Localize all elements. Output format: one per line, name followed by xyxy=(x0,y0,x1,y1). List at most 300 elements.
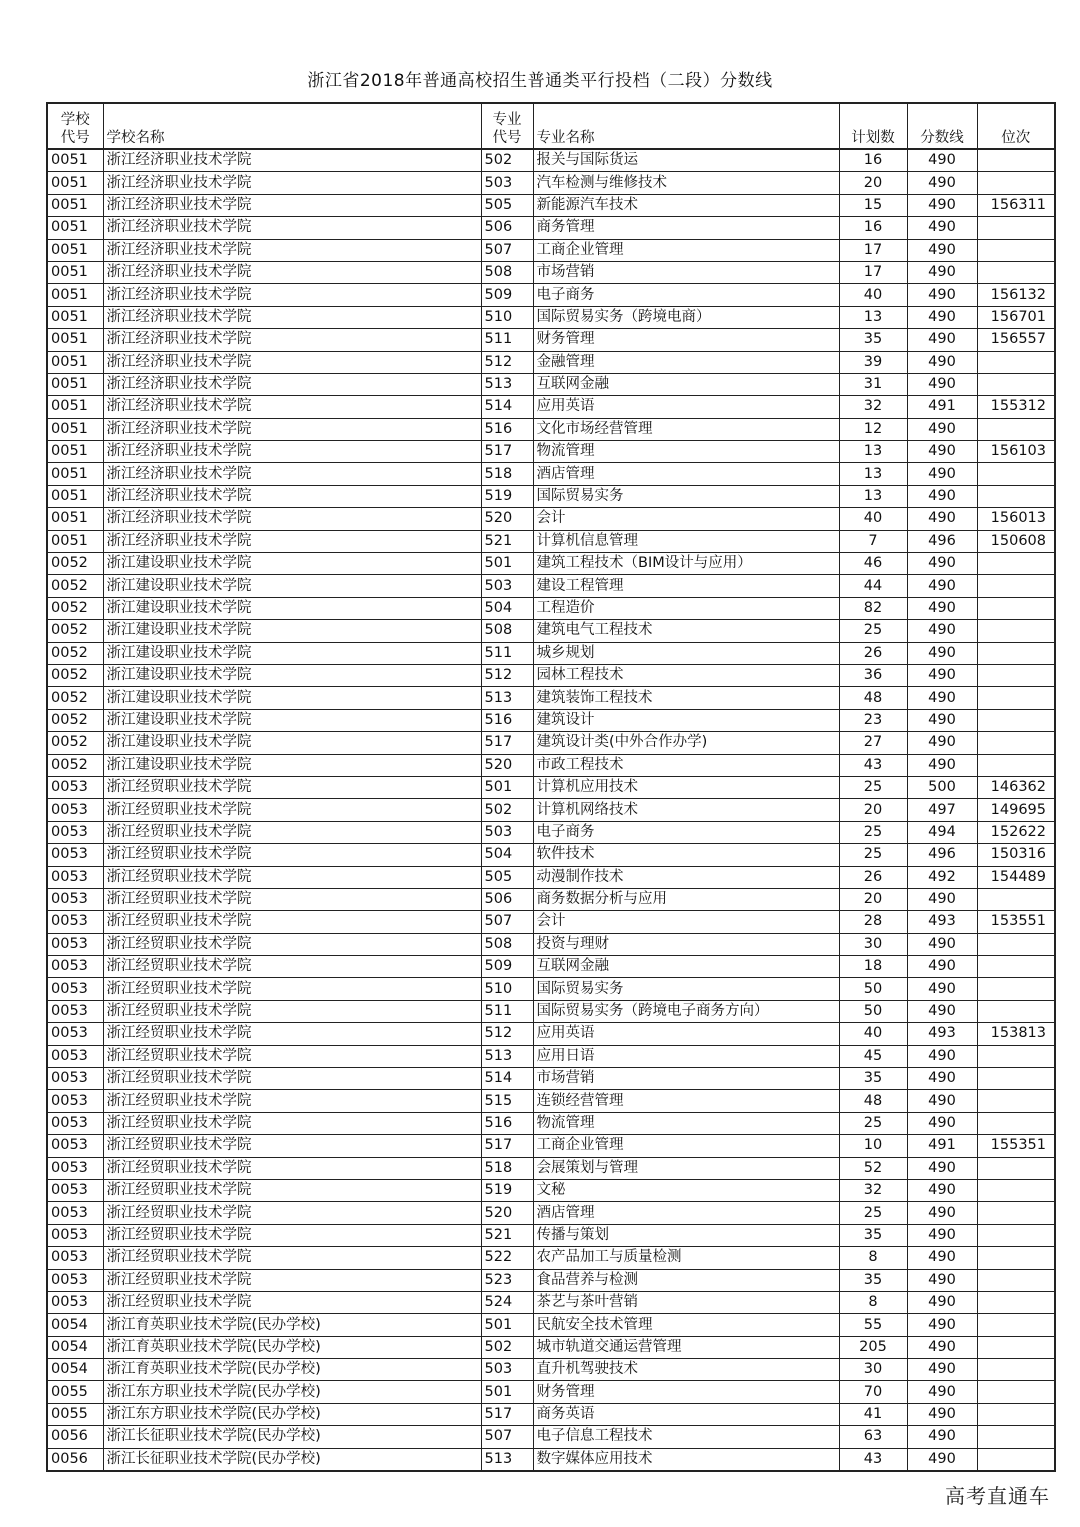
cell-score: 490 xyxy=(907,329,977,351)
cell-school-code: 0052 xyxy=(47,575,103,597)
cell-school-name: 浙江经贸职业技术学院 xyxy=(103,821,481,843)
cell-score: 490 xyxy=(907,1291,977,1313)
cell-major-name: 酒店管理 xyxy=(533,1202,839,1224)
cell-plan: 55 xyxy=(839,1314,907,1336)
cell-major-code: 516 xyxy=(481,1112,533,1134)
table-row xyxy=(47,1090,1055,1112)
cell-school-name: 浙江经贸职业技术学院 xyxy=(103,1291,481,1313)
cell-score: 490 xyxy=(907,217,977,239)
cell-major-name: 直升机驾驶技术 xyxy=(533,1359,839,1381)
cell-major-code: 517 xyxy=(481,732,533,754)
cell-plan: 25 xyxy=(839,844,907,866)
cell-score: 490 xyxy=(907,1381,977,1403)
cell-major-name: 城乡规划 xyxy=(533,642,839,664)
cell-rank xyxy=(977,956,1055,978)
cell-major-code: 503 xyxy=(481,172,533,194)
cell-plan: 8 xyxy=(839,1291,907,1313)
table-row xyxy=(47,956,1055,978)
table-row xyxy=(47,933,1055,955)
cell-score: 490 xyxy=(907,172,977,194)
cell-school-name: 浙江经济职业技术学院 xyxy=(103,284,481,306)
table-row xyxy=(47,553,1055,575)
cell-plan: 40 xyxy=(839,284,907,306)
cell-school-code: 0053 xyxy=(47,1157,103,1179)
cell-plan: 25 xyxy=(839,821,907,843)
cell-score: 490 xyxy=(907,888,977,910)
cell-major-code: 508 xyxy=(481,261,533,283)
cell-major-name: 应用英语 xyxy=(533,396,839,418)
cell-major-name: 物流管理 xyxy=(533,441,839,463)
cell-school-name: 浙江经济职业技术学院 xyxy=(103,418,481,440)
cell-score: 490 xyxy=(907,1314,977,1336)
cell-rank xyxy=(977,1157,1055,1179)
cell-plan: 41 xyxy=(839,1403,907,1425)
cell-major-code: 519 xyxy=(481,485,533,507)
cell-school-code: 0051 xyxy=(47,329,103,351)
cell-school-name: 浙江经济职业技术学院 xyxy=(103,508,481,530)
cell-rank: 150316 xyxy=(977,844,1055,866)
cell-school-code: 0054 xyxy=(47,1314,103,1336)
cell-plan: 36 xyxy=(839,664,907,686)
cell-major-code: 511 xyxy=(481,1000,533,1022)
cell-major-name: 互联网金融 xyxy=(533,373,839,395)
cell-rank xyxy=(977,1000,1055,1022)
cell-school-name: 浙江建设职业技术学院 xyxy=(103,597,481,619)
cell-major-code: 520 xyxy=(481,754,533,776)
cell-school-name: 浙江经济职业技术学院 xyxy=(103,239,481,261)
cell-major-code: 518 xyxy=(481,463,533,485)
header-school-code xyxy=(47,103,103,149)
table-row xyxy=(47,373,1055,395)
cell-plan: 70 xyxy=(839,1381,907,1403)
table-row xyxy=(47,709,1055,731)
cell-major-code: 510 xyxy=(481,978,533,1000)
cell-school-name: 浙江建设职业技术学院 xyxy=(103,620,481,642)
table-row xyxy=(47,1202,1055,1224)
cell-school-name: 浙江东方职业技术学院(民办学校) xyxy=(103,1381,481,1403)
cell-school-name: 浙江经贸职业技术学院 xyxy=(103,799,481,821)
cell-plan: 63 xyxy=(839,1426,907,1448)
cell-rank xyxy=(977,217,1055,239)
cell-plan: 25 xyxy=(839,620,907,642)
cell-score: 490 xyxy=(907,1000,977,1022)
cell-rank xyxy=(977,1112,1055,1134)
cell-major-name: 互联网金融 xyxy=(533,956,839,978)
cell-major-code: 517 xyxy=(481,441,533,463)
cell-plan: 13 xyxy=(839,485,907,507)
cell-rank xyxy=(977,1403,1055,1425)
cell-rank: 156311 xyxy=(977,194,1055,216)
cell-major-name: 应用日语 xyxy=(533,1045,839,1067)
cell-major-code: 517 xyxy=(481,1135,533,1157)
cell-school-code: 0053 xyxy=(47,866,103,888)
cell-major-code: 512 xyxy=(481,1023,533,1045)
cell-school-code: 0053 xyxy=(47,1000,103,1022)
cell-plan: 10 xyxy=(839,1135,907,1157)
cell-major-name: 国际贸易实务 xyxy=(533,978,839,1000)
cell-rank xyxy=(977,1269,1055,1291)
cell-score: 500 xyxy=(907,776,977,798)
cell-school-name: 浙江经济职业技术学院 xyxy=(103,373,481,395)
cell-score: 490 xyxy=(907,1157,977,1179)
cell-score: 490 xyxy=(907,463,977,485)
cell-plan: 39 xyxy=(839,351,907,373)
cell-score: 490 xyxy=(907,575,977,597)
cell-rank xyxy=(977,1336,1055,1358)
cell-score: 490 xyxy=(907,1068,977,1090)
cell-rank xyxy=(977,933,1055,955)
cell-score: 490 xyxy=(907,597,977,619)
table-row xyxy=(47,463,1055,485)
cell-school-name: 浙江经济职业技术学院 xyxy=(103,217,481,239)
cell-school-name: 浙江经贸职业技术学院 xyxy=(103,1247,481,1269)
cell-school-code: 0053 xyxy=(47,956,103,978)
table-row xyxy=(47,1224,1055,1246)
table-row xyxy=(47,418,1055,440)
cell-major-name: 传播与策划 xyxy=(533,1224,839,1246)
cell-major-code: 520 xyxy=(481,508,533,530)
cell-major-name: 动漫制作技术 xyxy=(533,866,839,888)
table-row xyxy=(47,1023,1055,1045)
cell-school-code: 0051 xyxy=(47,239,103,261)
table-row xyxy=(47,508,1055,530)
cell-plan: 13 xyxy=(839,463,907,485)
cell-major-code: 508 xyxy=(481,933,533,955)
table-header-row xyxy=(47,103,1055,149)
table-row xyxy=(47,485,1055,507)
cell-school-name: 浙江建设职业技术学院 xyxy=(103,687,481,709)
cell-major-name: 国际贸易实务（跨境电子商务方向） xyxy=(533,1000,839,1022)
cell-score: 490 xyxy=(907,1269,977,1291)
cell-school-code: 0053 xyxy=(47,844,103,866)
cell-score: 490 xyxy=(907,1403,977,1425)
cell-rank xyxy=(977,978,1055,1000)
cell-plan: 205 xyxy=(839,1336,907,1358)
table-row xyxy=(47,799,1055,821)
cell-plan: 16 xyxy=(839,149,907,172)
cell-major-code: 505 xyxy=(481,194,533,216)
cell-school-name: 浙江经贸职业技术学院 xyxy=(103,978,481,1000)
cell-score: 490 xyxy=(907,1448,977,1471)
cell-school-code: 0051 xyxy=(47,194,103,216)
cell-plan: 45 xyxy=(839,1045,907,1067)
cell-plan: 48 xyxy=(839,1090,907,1112)
cell-school-name: 浙江经济职业技术学院 xyxy=(103,485,481,507)
table-row xyxy=(47,844,1055,866)
cell-major-name: 建筑设计 xyxy=(533,709,839,731)
cell-major-name: 建设工程管理 xyxy=(533,575,839,597)
header-rank: 位次 xyxy=(977,103,1055,149)
cell-school-code: 0053 xyxy=(47,933,103,955)
cell-major-name: 工商企业管理 xyxy=(533,239,839,261)
cell-rank xyxy=(977,172,1055,194)
cell-major-code: 507 xyxy=(481,1426,533,1448)
cell-score: 490 xyxy=(907,553,977,575)
cell-rank: 156557 xyxy=(977,329,1055,351)
cell-rank xyxy=(977,418,1055,440)
cell-school-code: 0053 xyxy=(47,1068,103,1090)
cell-school-code: 0051 xyxy=(47,351,103,373)
cell-score: 490 xyxy=(907,194,977,216)
cell-school-code: 0051 xyxy=(47,441,103,463)
table-row xyxy=(47,351,1055,373)
cell-score: 490 xyxy=(907,149,977,172)
cell-major-code: 518 xyxy=(481,1157,533,1179)
cell-score: 490 xyxy=(907,1045,977,1067)
cell-school-code: 0053 xyxy=(47,821,103,843)
cell-major-name: 计算机网络技术 xyxy=(533,799,839,821)
cell-plan: 35 xyxy=(839,1068,907,1090)
cell-school-name: 浙江经济职业技术学院 xyxy=(103,463,481,485)
cell-major-code: 516 xyxy=(481,418,533,440)
cell-school-code: 0055 xyxy=(47,1403,103,1425)
cell-major-name: 酒店管理 xyxy=(533,463,839,485)
cell-major-name: 计算机应用技术 xyxy=(533,776,839,798)
cell-major-name: 投资与理财 xyxy=(533,933,839,955)
cell-school-code: 0053 xyxy=(47,888,103,910)
table-row xyxy=(47,396,1055,418)
table-row xyxy=(47,1247,1055,1269)
cell-school-code: 0053 xyxy=(47,978,103,1000)
cell-plan: 25 xyxy=(839,1202,907,1224)
cell-rank xyxy=(977,664,1055,686)
cell-plan: 17 xyxy=(839,261,907,283)
cell-rank xyxy=(977,709,1055,731)
cell-school-code: 0052 xyxy=(47,597,103,619)
cell-school-code: 0053 xyxy=(47,1269,103,1291)
cell-major-name: 国际贸易实务 xyxy=(533,485,839,507)
cell-rank: 156701 xyxy=(977,306,1055,328)
cell-plan: 50 xyxy=(839,978,907,1000)
cell-plan: 27 xyxy=(839,732,907,754)
cell-plan: 52 xyxy=(839,1157,907,1179)
cell-school-name: 浙江建设职业技术学院 xyxy=(103,642,481,664)
cell-major-code: 517 xyxy=(481,1403,533,1425)
cell-major-code: 513 xyxy=(481,373,533,395)
cell-school-code: 0051 xyxy=(47,284,103,306)
cell-school-code: 0053 xyxy=(47,799,103,821)
cell-school-code: 0052 xyxy=(47,709,103,731)
cell-plan: 13 xyxy=(839,441,907,463)
cell-plan: 7 xyxy=(839,530,907,552)
cell-plan: 32 xyxy=(839,1179,907,1201)
cell-school-code: 0053 xyxy=(47,1023,103,1045)
cell-school-name: 浙江经济职业技术学院 xyxy=(103,194,481,216)
cell-school-name: 浙江经贸职业技术学院 xyxy=(103,1179,481,1201)
cell-school-name: 浙江经济职业技术学院 xyxy=(103,530,481,552)
cell-major-code: 511 xyxy=(481,642,533,664)
cell-school-name: 浙江经贸职业技术学院 xyxy=(103,1023,481,1045)
header-plan: 计划数 xyxy=(839,103,907,149)
cell-school-code: 0051 xyxy=(47,530,103,552)
cell-major-code: 508 xyxy=(481,620,533,642)
cell-school-code: 0051 xyxy=(47,306,103,328)
cell-rank: 150608 xyxy=(977,530,1055,552)
cell-plan: 26 xyxy=(839,642,907,664)
cell-major-name: 国际贸易实务（跨境电商） xyxy=(533,306,839,328)
cell-school-name: 浙江经贸职业技术学院 xyxy=(103,1224,481,1246)
cell-school-code: 0054 xyxy=(47,1359,103,1381)
cell-score: 490 xyxy=(907,306,977,328)
table-row xyxy=(47,1336,1055,1358)
table-row xyxy=(47,1157,1055,1179)
cell-score: 490 xyxy=(907,351,977,373)
table-row xyxy=(47,866,1055,888)
cell-plan: 43 xyxy=(839,754,907,776)
table-row xyxy=(47,261,1055,283)
cell-major-code: 503 xyxy=(481,1359,533,1381)
cell-rank xyxy=(977,351,1055,373)
cell-major-name: 金融管理 xyxy=(533,351,839,373)
cell-major-name: 会计 xyxy=(533,911,839,933)
cell-score: 490 xyxy=(907,485,977,507)
cell-rank xyxy=(977,1247,1055,1269)
table-row xyxy=(47,1000,1055,1022)
cell-rank xyxy=(977,1202,1055,1224)
cell-plan: 46 xyxy=(839,553,907,575)
cell-plan: 28 xyxy=(839,911,907,933)
cell-school-name: 浙江建设职业技术学院 xyxy=(103,754,481,776)
cell-school-name: 浙江育英职业技术学院(民办学校) xyxy=(103,1336,481,1358)
cell-major-name: 园林工程技术 xyxy=(533,664,839,686)
table-row xyxy=(47,1045,1055,1067)
cell-major-code: 509 xyxy=(481,956,533,978)
cell-rank: 149695 xyxy=(977,799,1055,821)
cell-school-code: 0052 xyxy=(47,687,103,709)
table-row xyxy=(47,1068,1055,1090)
cell-score: 493 xyxy=(907,1023,977,1045)
cell-major-name: 农产品加工与质量检测 xyxy=(533,1247,839,1269)
cell-school-code: 0051 xyxy=(47,149,103,172)
cell-rank: 154489 xyxy=(977,866,1055,888)
cell-major-code: 501 xyxy=(481,1314,533,1336)
cell-rank xyxy=(977,239,1055,261)
cell-school-name: 浙江经贸职业技术学院 xyxy=(103,1202,481,1224)
cell-major-code: 507 xyxy=(481,911,533,933)
cell-school-code: 0051 xyxy=(47,463,103,485)
header-score: 分数线 xyxy=(907,103,977,149)
cell-plan: 32 xyxy=(839,396,907,418)
cell-plan: 25 xyxy=(839,776,907,798)
cell-rank xyxy=(977,754,1055,776)
cell-major-code: 502 xyxy=(481,149,533,172)
cell-major-code: 523 xyxy=(481,1269,533,1291)
cell-school-code: 0051 xyxy=(47,418,103,440)
cell-major-code: 520 xyxy=(481,1202,533,1224)
header-school-name: 学校名称 xyxy=(103,103,481,149)
cell-major-name: 计算机信息管理 xyxy=(533,530,839,552)
cell-score: 490 xyxy=(907,956,977,978)
table-row xyxy=(47,1314,1055,1336)
cell-score: 490 xyxy=(907,754,977,776)
cell-school-name: 浙江经济职业技术学院 xyxy=(103,351,481,373)
cell-major-name: 建筑电气工程技术 xyxy=(533,620,839,642)
cell-score: 490 xyxy=(907,418,977,440)
cell-school-name: 浙江经贸职业技术学院 xyxy=(103,956,481,978)
cell-score: 496 xyxy=(907,844,977,866)
cell-score: 494 xyxy=(907,821,977,843)
cell-school-code: 0053 xyxy=(47,1179,103,1201)
table-row xyxy=(47,1269,1055,1291)
cell-school-name: 浙江长征职业技术学院(民办学校) xyxy=(103,1426,481,1448)
cell-plan: 82 xyxy=(839,597,907,619)
cell-school-name: 浙江经贸职业技术学院 xyxy=(103,844,481,866)
cell-school-name: 浙江建设职业技术学院 xyxy=(103,553,481,575)
cell-major-name: 文秘 xyxy=(533,1179,839,1201)
header-major-name: 专业名称 xyxy=(533,103,839,149)
cell-school-name: 浙江经贸职业技术学院 xyxy=(103,776,481,798)
cell-school-name: 浙江经贸职业技术学院 xyxy=(103,1068,481,1090)
cell-plan: 23 xyxy=(839,709,907,731)
cell-score: 497 xyxy=(907,799,977,821)
cell-school-code: 0053 xyxy=(47,1090,103,1112)
cell-school-code: 0052 xyxy=(47,620,103,642)
table-row xyxy=(47,194,1055,216)
cell-rank xyxy=(977,1314,1055,1336)
cell-school-code: 0051 xyxy=(47,373,103,395)
cell-school-code: 0053 xyxy=(47,1045,103,1067)
cell-major-code: 511 xyxy=(481,329,533,351)
cell-score: 490 xyxy=(907,1247,977,1269)
cell-rank xyxy=(977,1381,1055,1403)
cell-plan: 18 xyxy=(839,956,907,978)
cell-school-code: 0053 xyxy=(47,1291,103,1313)
cell-rank: 146362 xyxy=(977,776,1055,798)
table-row xyxy=(47,1403,1055,1425)
cell-school-name: 浙江建设职业技术学院 xyxy=(103,575,481,597)
cell-school-name: 浙江经贸职业技术学院 xyxy=(103,1135,481,1157)
table-row xyxy=(47,441,1055,463)
cell-major-code: 501 xyxy=(481,776,533,798)
cell-major-code: 521 xyxy=(481,1224,533,1246)
cell-school-name: 浙江育英职业技术学院(民办学校) xyxy=(103,1359,481,1381)
cell-major-name: 市政工程技术 xyxy=(533,754,839,776)
cell-rank xyxy=(977,1426,1055,1448)
page-title: 浙江省2018年普通高校招生普通类平行投档（二段）分数线 xyxy=(307,71,773,91)
cell-school-code: 0051 xyxy=(47,396,103,418)
table-row xyxy=(47,239,1055,261)
cell-major-name: 民航安全技术管理 xyxy=(533,1314,839,1336)
table-body xyxy=(47,149,1055,1471)
cell-score: 490 xyxy=(907,642,977,664)
cell-score: 490 xyxy=(907,732,977,754)
cell-score: 490 xyxy=(907,620,977,642)
cell-major-code: 521 xyxy=(481,530,533,552)
cell-score: 490 xyxy=(907,239,977,261)
table-row xyxy=(47,664,1055,686)
cell-school-name: 浙江经贸职业技术学院 xyxy=(103,1157,481,1179)
cell-plan: 35 xyxy=(839,1269,907,1291)
cell-major-code: 510 xyxy=(481,306,533,328)
cell-rank: 152622 xyxy=(977,821,1055,843)
cell-score: 492 xyxy=(907,866,977,888)
cell-school-name: 浙江经济职业技术学院 xyxy=(103,329,481,351)
cell-score: 490 xyxy=(907,1179,977,1201)
table-row xyxy=(47,217,1055,239)
cell-score: 493 xyxy=(907,911,977,933)
cell-school-name: 浙江建设职业技术学院 xyxy=(103,709,481,731)
table-row xyxy=(47,1179,1055,1201)
cell-major-name: 市场营销 xyxy=(533,261,839,283)
cell-school-name: 浙江建设职业技术学院 xyxy=(103,664,481,686)
table-row xyxy=(47,172,1055,194)
cell-rank xyxy=(977,1090,1055,1112)
cell-plan: 44 xyxy=(839,575,907,597)
cell-school-code: 0054 xyxy=(47,1336,103,1358)
table-row xyxy=(47,329,1055,351)
cell-rank: 156103 xyxy=(977,441,1055,463)
cell-school-code: 0053 xyxy=(47,911,103,933)
